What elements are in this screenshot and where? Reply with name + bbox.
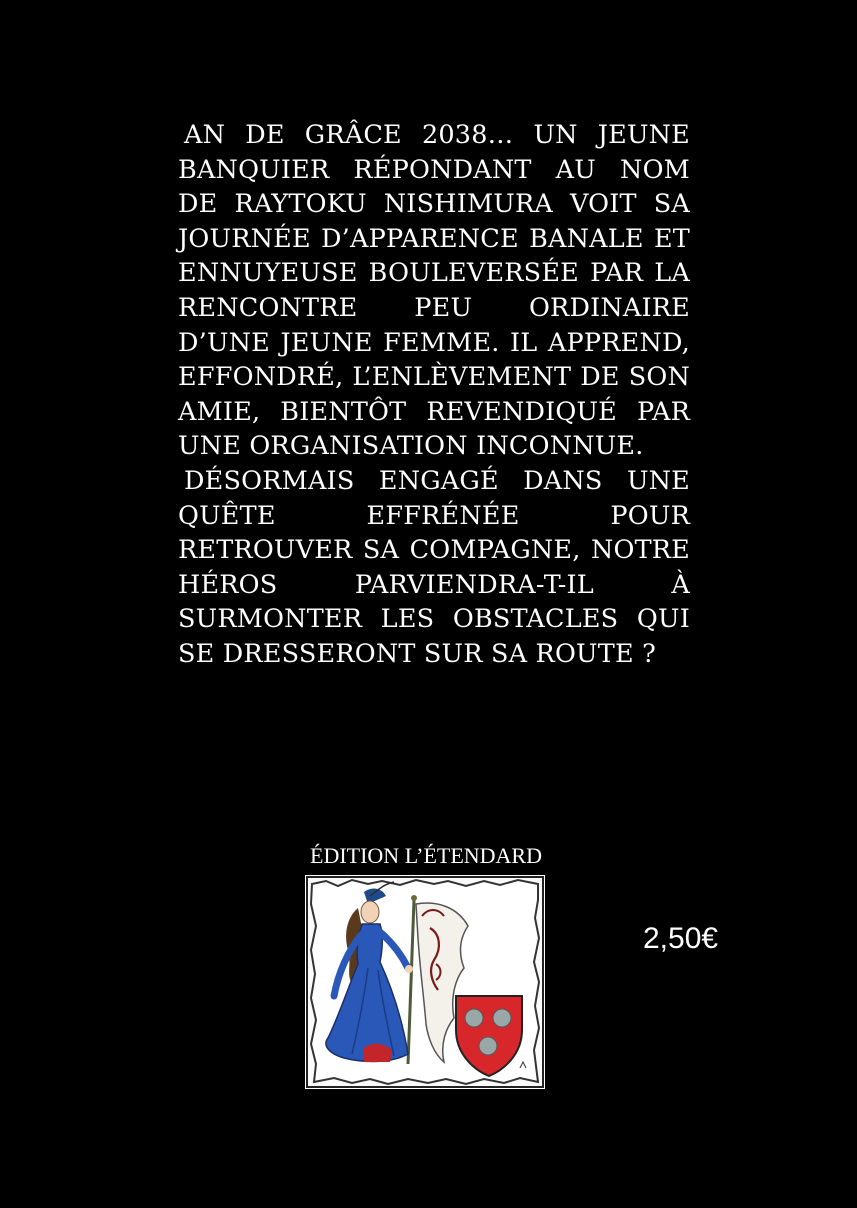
- synopsis-paragraph-2: DÉSORMAIS ENGAGÉ DANS UNE QUÊTE EFFRÉNÉE POUR RETROUVER SA COMPAGNE, NOTRE HÉROS PARVIENDRA-T-IL À SURMONTER LES OBSTACLES QUI SE DRESSERONT SUR SA ROUTE ?: [178, 465, 690, 669]
- publisher-name: ÉDITION L’ÉTENDARD: [310, 843, 542, 868]
- synopsis-paragraph-1: AN DE GRÂCE 2038… UN JEUNE BANQUIER RÉPONDANT AU NOM DE RAYTOKU NISHIMURA VOIT SA JOURNÉE D’APPARENCE BANALE ET ENNUYEUSE BOULEVERSÉE PAR LA RENCONTRE PEU ORDINAIRE D’UNE JEUNE FEMME. IL APPREND, EFFONDRÉ, L’ENLÈVEMENT DE SON AMIE, BIENTÔT REVENDIQUÉ PAR UNE ORGANISATION INCONNUE.: [178, 120, 690, 462]
- maiden-with-banner-and-shield-logo-icon: [308, 878, 542, 1086]
- synopsis-text: [178, 118, 690, 672]
- publisher-logo: [306, 876, 544, 1088]
- price-label: 2,50€: [643, 922, 719, 955]
